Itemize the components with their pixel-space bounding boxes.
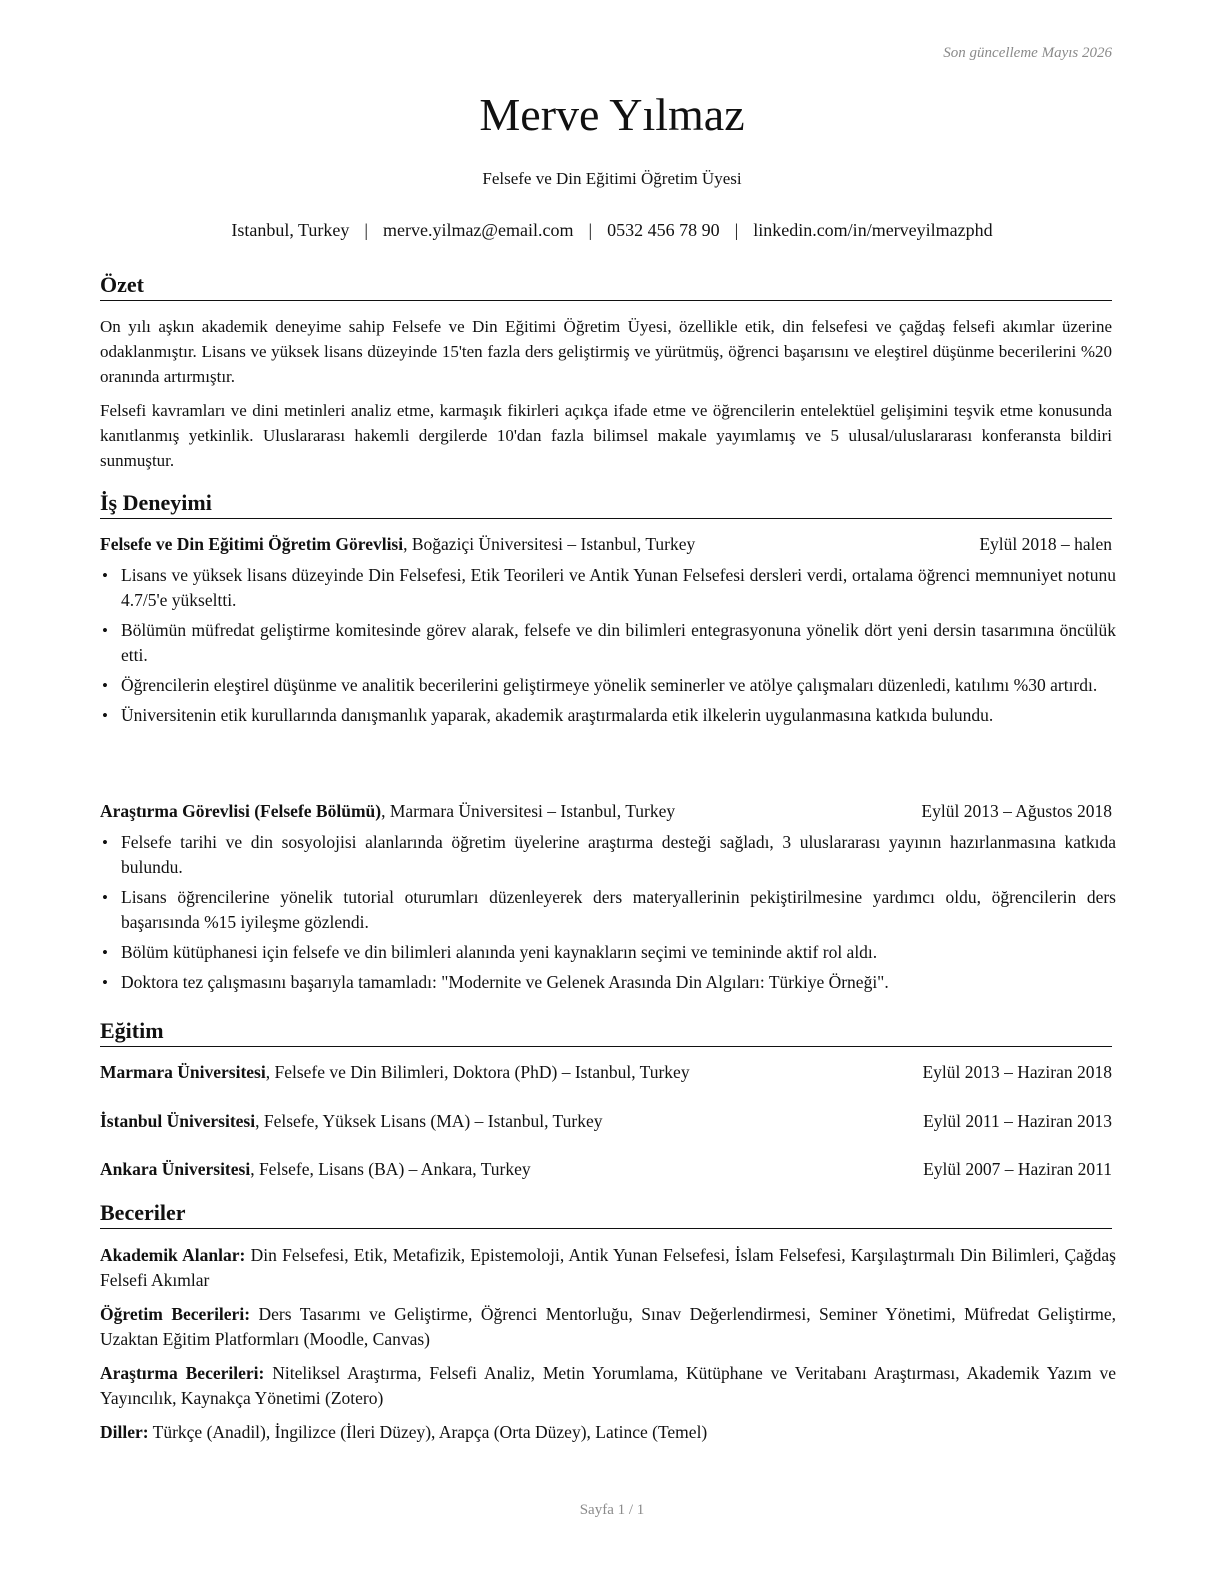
bullet-text: Lisans ve yüksek lisans düzeyinde Din Felsefesi, Etik Teorileri ve Antik Yunan Felsefesi dersleri verdi, ortalama öğrenci memnuniyet notunu 4.7/5'e yükseltti.	[121, 565, 1116, 610]
last-updated: Son güncelleme Mayıs 2026	[943, 45, 1112, 61]
job-role: Araştırma Görevlisi (Felsefe Bölümü)	[100, 801, 382, 821]
education-item	[100, 1159, 1112, 1180]
section-heading-skills: Beceriler	[100, 1200, 1112, 1229]
school-name: Marmara Üniversitesi	[100, 1062, 266, 1082]
bullet-text: Felsefe tarihi ve din sosyolojisi alanlarında öğretim üyelerine araştırma desteği sağladı, 3 uluslararası yayının hazırlanmasına katkıda bulundu.	[121, 832, 1116, 877]
bullet-text: Bölümün müfredat geliştirme komitesinde görev alarak, felsefe ve din bilimleri entegrasyonuna yönelik dört yeni dersin tasarımına öncülük etti.	[121, 620, 1116, 665]
skill-group	[100, 1243, 1116, 1293]
bullet-icon: •	[102, 888, 108, 907]
education-item	[100, 1062, 1112, 1083]
bullet-icon: •	[102, 973, 108, 992]
skill-list: Niteliksel Araştırma, Felsefi Analiz, Metin Yorumlama, Kütüphane ve Veritabanı Araştırması, Akademik Yazım ve Yayıncılık, Kaynakça Yönetimi (Zotero)	[100, 1363, 1116, 1408]
job-place: , Marmara Üniversitesi – Istanbul, Turkey	[381, 801, 676, 821]
section-heading-education: Eğitim	[100, 1018, 1112, 1047]
list-item	[100, 940, 1116, 965]
skill-label: Araştırma Becerileri:	[100, 1363, 265, 1383]
skill-label: Öğretim Becerileri:	[100, 1304, 251, 1324]
job-header	[100, 534, 1112, 555]
skill-group	[100, 1302, 1116, 1352]
bullet-text: Doktora tez çalışmasını başarıyla tamamladı: "Modernite ve Gelenek Arasında Din Algıları: Türkiye Örneği".	[121, 972, 889, 992]
bullet-icon: •	[102, 706, 108, 725]
job-bullet-list	[100, 830, 1116, 1000]
summary-paragraph: On yılı aşkın akademik deneyime sahip Felsefe ve Din Eğitimi Öğretim Üyesi, özellikle etik, din felsefesi ve çağdaş felsefi akımlar üzerine odaklanmıştır. Lisans ve yüksek lisans düzeyinde 15'ten fazla ders geliştirmiş ve yürütmüş, öğrenci başarısını ve eleştirel düşünme becerilerini %20 oranında artırmıştır.	[100, 317, 1112, 386]
degree-detail: , Felsefe, Yüksek Lisans (MA) – Istanbul, Turkey	[255, 1111, 603, 1131]
bullet-icon: •	[102, 566, 108, 585]
contact-phone[interactable]: 0532 456 78 90	[607, 220, 720, 240]
education-entry	[100, 1111, 602, 1132]
contact-linkedin[interactable]: linkedin.com/in/merveyilmazphd	[753, 220, 993, 240]
summary-paragraph: Felsefi kavramları ve dini metinleri analiz etme, karmaşık fikirleri açıkça ifade etme ve öğrencilerin entelektüel gelişimini teşvik etme konusunda kanıtlanmış yetkinlik. Uluslararası hakemli dergilerde 10'dan fazla bilimsel makale yayımlamış ve 5 ulusal/uluslararası konferansta bildiri sunmuştur.	[100, 401, 1112, 470]
job-position	[100, 801, 675, 822]
bullet-text: Öğrencilerin eleştirel düşünme ve analitik becerilerini geliştirmeye yönelik seminerler ve atölye çalışmaları düzenledi, katılımı %30 artırdı.	[121, 675, 1098, 695]
job-title: Felsefe ve Din Eğitimi Öğretim Üyesi	[482, 169, 742, 188]
education-dates: Eylül 2013 – Haziran 2018	[922, 1062, 1112, 1082]
section-heading-experience: İş Deneyimi	[100, 490, 1112, 519]
list-item	[100, 830, 1116, 880]
bullet-icon: •	[102, 621, 108, 640]
list-item	[100, 885, 1116, 935]
education-entry	[100, 1062, 690, 1083]
education-entry	[100, 1159, 531, 1180]
contact-separator: |	[734, 220, 739, 240]
skill-group	[100, 1420, 1116, 1445]
contact-email[interactable]: merve.yilmaz@email.com	[382, 220, 574, 240]
contact-separator: |	[588, 220, 593, 240]
page-number: Sayfa 1 / 1	[579, 1502, 645, 1518]
skill-list: Din Felsefesi, Etik, Metafizik, Epistemoloji, Antik Yunan Felsefesi, İslam Felsefesi, Karşılaştırmalı Din Bilimleri, Çağdaş Felsefi Akımlar	[100, 1245, 1116, 1290]
person-name: Merve Yılmaz	[479, 89, 745, 140]
job-dates: Eylül 2013 – Ağustos 2018	[921, 801, 1112, 821]
job-role: Felsefe ve Din Eğitimi Öğretim Görevlisi	[100, 534, 404, 554]
list-item	[100, 618, 1116, 668]
bullet-text: Lisans öğrencilerine yönelik tutorial oturumları düzenleyerek ders materyallerinin pekiştirilmesine yardımcı oldu, öğrencilerin ders başarısında %15 iyileşme gözlendi.	[121, 887, 1116, 932]
bullet-text: Üniversitenin etik kurullarında danışmanlık yaparak, akademik araştırmalarda etik ilkelerin uygulanmasına katkıda bulundu.	[121, 705, 994, 725]
job-dates: Eylül 2018 – halen	[979, 534, 1112, 554]
skill-label: Diller:	[100, 1422, 149, 1442]
list-item	[100, 673, 1116, 698]
skill-list: Ders Tasarımı ve Geliştirme, Öğrenci Mentorluğu, Sınav Değerlendirmesi, Seminer Yönetimi, Müfredat Geliştirme, Uzaktan Eğitim Platformları (Moodle, Canvas)	[100, 1304, 1116, 1349]
school-name: Ankara Üniversitesi	[100, 1159, 251, 1179]
list-item	[100, 563, 1116, 613]
list-item	[100, 703, 1116, 728]
degree-detail: , Felsefe, Lisans (BA) – Ankara, Turkey	[250, 1159, 531, 1179]
job-header	[100, 801, 1112, 822]
bullet-icon: •	[102, 676, 108, 695]
list-item	[100, 970, 1116, 995]
education-dates: Eylül 2011 – Haziran 2013	[923, 1111, 1112, 1131]
skill-group	[100, 1361, 1116, 1411]
contact-line	[0, 220, 1224, 241]
bullet-icon: •	[102, 943, 108, 962]
education-item	[100, 1111, 1112, 1132]
job-position	[100, 534, 695, 555]
skill-list: Türkçe (Anadil), İngilizce (İleri Düzey), Arapça (Orta Düzey), Latince (Temel)	[148, 1422, 708, 1442]
education-dates: Eylül 2007 – Haziran 2011	[923, 1159, 1112, 1179]
degree-detail: , Felsefe ve Din Bilimleri, Doktora (PhD) – Istanbul, Turkey	[265, 1062, 690, 1082]
skill-label: Akademik Alanlar:	[100, 1245, 246, 1265]
section-heading-summary: Özet	[100, 272, 1112, 301]
bullet-icon: •	[102, 833, 108, 852]
contact-separator: |	[364, 220, 368, 240]
job-place: , Boğaziçi Üniversitesi – Istanbul, Turkey	[403, 534, 696, 554]
bullet-text: Bölüm kütüphanesi için felsefe ve din bilimleri alanında yeni kaynakların seçimi ve temininde aktif rol aldı.	[121, 942, 878, 962]
contact-location: Istanbul, Turkey	[231, 220, 350, 240]
school-name: İstanbul Üniversitesi	[100, 1111, 256, 1131]
job-bullet-list	[100, 563, 1116, 733]
